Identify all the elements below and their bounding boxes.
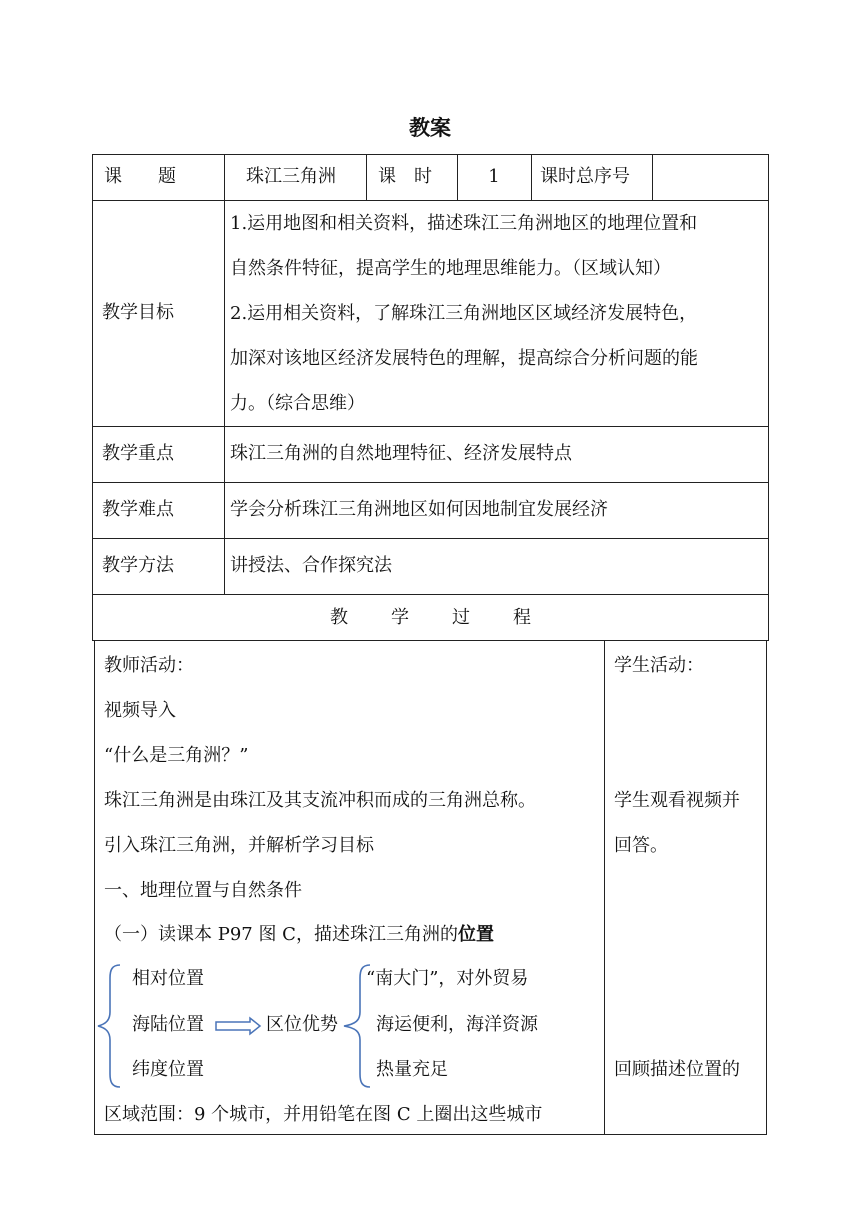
read-prefix: （一）读课本 P97 图 C，描述珠江三角洲的	[104, 924, 458, 945]
teacher-line: “什么是三角洲？”	[104, 745, 249, 766]
difficulties-value: 学会分析珠江三角洲地区如何因地制宜发展经济	[230, 499, 608, 520]
advantage-item: 热量充足	[376, 1059, 448, 1080]
sequence-label: 课时总序号	[540, 166, 630, 187]
key-points-value: 珠江三角洲的自然地理特征、经济发展特点	[230, 443, 572, 464]
process-heading-char: 教	[330, 607, 348, 628]
left-brace-icon	[92, 962, 132, 1090]
student-line: 回顾描述位置的	[614, 1059, 740, 1080]
topic-value: 珠江三角洲	[246, 166, 336, 187]
objective-line: 自然条件特征，提高学生的地理思维能力。（区域认知）	[230, 258, 671, 279]
advantage-item: “南大门”，对外贸易	[366, 968, 529, 989]
objective-line: 2.运用相关资料，了解珠江三角洲地区区域经济发展特色，	[230, 303, 698, 324]
teacher-line: 珠江三角洲是由珠江及其支流冲积而成的三角洲总称。	[104, 790, 536, 811]
double-arrow-icon	[214, 1016, 262, 1036]
process-heading-char: 学	[391, 607, 409, 628]
key-points-label: 教学重点	[102, 443, 174, 464]
position-item: 相对位置	[132, 968, 204, 989]
objectives-label: 教学目标	[102, 302, 174, 323]
period-value: 1	[488, 166, 500, 187]
teacher-heading: 教师活动：	[104, 655, 194, 676]
teacher-line: 引入珠江三角洲，并解析学习目标	[104, 835, 374, 856]
teacher-read-line	[104, 923, 494, 947]
difficulties-label: 教学难点	[102, 499, 174, 520]
topic-label: 课 题	[104, 166, 176, 187]
teacher-line: 视频导入	[104, 700, 176, 721]
advantage-label: 区位优势	[266, 1014, 338, 1035]
advantage-item: 海运便利，海洋资源	[376, 1014, 538, 1035]
position-item: 海陆位置	[132, 1014, 204, 1035]
student-line: 学生观看视频并	[614, 790, 740, 811]
process-heading-char: 过	[452, 607, 470, 628]
student-heading: 学生活动：	[614, 655, 704, 676]
objective-line: 1.运用地图和相关资料，描述珠江三角洲地区的地理位置和	[230, 213, 698, 234]
position-item: 纬度位置	[132, 1059, 204, 1080]
read-bold: 位置	[457, 924, 494, 945]
process-heading-char: 程	[513, 607, 531, 628]
objective-line: 加深对该地区经济发展特色的理解，提高综合分析问题的能	[230, 348, 698, 369]
teacher-region-line: 区域范围：9 个城市，并用铅笔在图 C 上圈出这些城市	[104, 1104, 543, 1125]
objective-line: 力。（综合思维）	[230, 393, 365, 414]
period-label: 课 时	[378, 166, 432, 187]
page-title: 教案	[409, 116, 451, 140]
student-line: 回答。	[614, 835, 668, 856]
methods-value: 讲授法、合作探究法	[230, 555, 392, 576]
methods-label: 教学方法	[102, 555, 174, 576]
teacher-line: 一、地理位置与自然条件	[104, 880, 302, 901]
